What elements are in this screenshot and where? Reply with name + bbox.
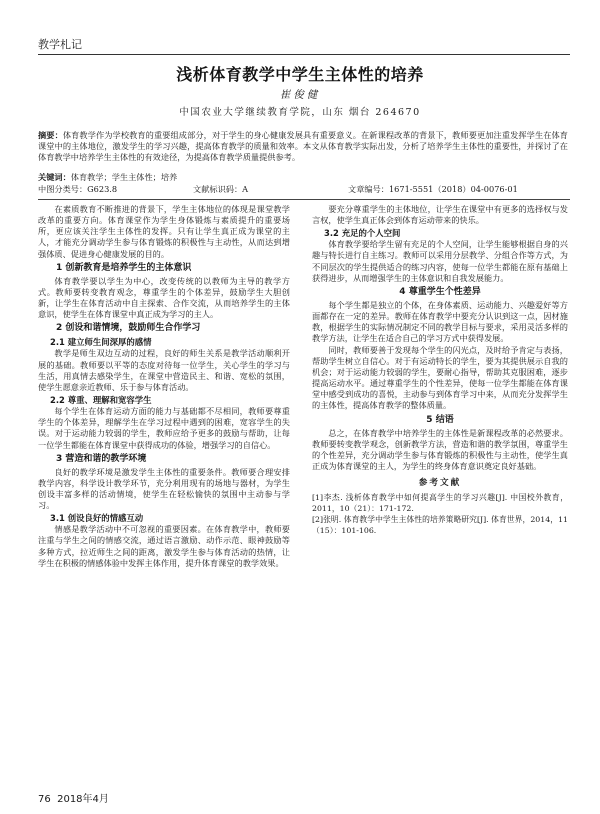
section-3-2-paragraph: 体育教学要给学生留有充足的个人空间，让学生能够根据自身的兴趣与特长进行自主练习。教师可以采用分层教学、分组合作等方式，为不同层次的学生提供适合的练习内容，使每一位学生都能在原有基础上获得进步，从而增强学生的主体意识和自我发展能力。 bbox=[312, 239, 568, 283]
keywords-label: 关键词： bbox=[38, 172, 71, 182]
section-3-2-heading: 3.2 充足的个人空间 bbox=[324, 228, 401, 239]
section-2-2-paragraph: 每个学生在体育运动方面的能力与基础都不尽相同，教师要尊重学生的个体差异，理解学生在学习过程中遇到的困难，宽容学生的失误。对于运动能力较弱的学生，教师应给予更多的鼓励与帮助，让每一位学生都能在体育课堂中获得成功的体验，增强学习的自信心。 bbox=[38, 406, 290, 450]
author-name: 崔俊健 bbox=[279, 89, 321, 101]
right-column bbox=[312, 204, 568, 538]
article-title: 浅析体育教学中学生主体性的培养 bbox=[176, 65, 424, 84]
intro-paragraph: 在素质教育不断推进的背景下，学生主体地位的体现是课堂教学改革的重要方向。体育课堂作为学生身体锻炼与素质提升的重要场所，更应该关注学生主体性的发挥。只有让学生真正成为课堂的主人，才能充分调动学生参与体育锻炼的积极性与主动性，从而达到增强体质、促进身心健康发展的目的。 bbox=[38, 204, 290, 259]
section-2-2-heading: 2.2 尊重、理解和宽容学生 bbox=[50, 395, 152, 406]
references-heading: 参考文献 bbox=[418, 478, 462, 489]
article-number: 文章编号：1671-5551（2018）04-0076-01 bbox=[348, 184, 518, 194]
meta-divider bbox=[38, 199, 570, 200]
keywords bbox=[38, 172, 568, 183]
clc-number: 中图分类号：G623.8 bbox=[38, 184, 118, 194]
section-4-heading: 4 尊重学生个性差异 bbox=[399, 286, 481, 297]
header-divider bbox=[38, 54, 570, 55]
section-1-heading: 1 创新教育是培养学生的主体意识 bbox=[56, 262, 192, 273]
section-2-1-paragraph: 教学是师生双边互动的过程，良好的师生关系是教学活动顺利开展的基础。教师要以平等的态度对待每一位学生，关心学生的学习与生活，用真情去感染学生，在课堂中营造民主、和谐、宽松的氛围，使学生愿意亲近教师、乐于参与体育活动。 bbox=[38, 348, 290, 392]
section-4-paragraph-b: 同时，教师要善于发现每个学生的闪光点，及时给予肯定与表扬，帮助学生树立自信心。对于有运动特长的学生，要为其提供展示自我的机会；对于运动能力较弱的学生，要耐心指导，帮助其克服困难，逐步提高运动水平。通过尊重学生的个性差异，使每一位学生都能在体育课堂中感受到成功的喜悦，主动参与到体育学习中来，从而充分发挥学生的主体性，提高体育教学的整体质量。 bbox=[312, 344, 568, 411]
journal-section-label: 教学札记 bbox=[38, 38, 82, 51]
section-3-heading: 3 营造和谐的教学环境 bbox=[56, 453, 147, 464]
abstract bbox=[38, 130, 568, 164]
section-2-1-heading: 2.1 建立师生间深厚的感情 bbox=[50, 337, 152, 348]
section-3-1-heading: 3.1 创设良好的情感互动 bbox=[50, 513, 144, 524]
abstract-text: 体育教学作为学校教育的重要组成部分，对于学生的身心健康发展具有重要意义。在新课程改革的背景下，教师要更加注重发挥学生在体育课堂中的主体地位，激发学生的学习兴趣，提高体育教学的质量和效率。本文从体育教学实际出发，分析了培养学生主体性的重要性，并探讨了在体育教学中培养学生主体性的有效途径，为提高体育教学质量提供参考。 bbox=[38, 130, 568, 163]
issue-date: 2018年4月 bbox=[57, 794, 109, 805]
conclusion-paragraph: 总之，在体育教学中培养学生的主体性是新课程改革的必然要求。教师要转变教学观念，创新教学方法，营造和谐的教学氛围，尊重学生的个性差异，充分调动学生参与体育锻炼的积极性与主动性，使学生真正成为体育课堂的主人，为学生的终身体育意识奠定良好基础。 bbox=[312, 427, 568, 471]
section-2-heading: 2 创设和谐情境，鼓励师生合作学习 bbox=[56, 323, 201, 334]
keywords-text: 体育教学；学生主体性；培养 bbox=[70, 172, 178, 182]
section-5-heading: 5 结语 bbox=[426, 414, 454, 425]
abstract-label: 摘要： bbox=[38, 130, 63, 140]
page-footer bbox=[38, 790, 109, 805]
section-4-paragraph-a: 每个学生都是独立的个体，在身体素质、运动能力、兴趣爱好等方面都存在一定的差异。教师在体育教学中要充分认识到这一点，因材施教，根据学生的实际情况制定不同的教学目标与要求，采用灵活多样的教学方法，让学生在适合自己的学习方式中获得发展。 bbox=[312, 299, 568, 344]
left-column bbox=[38, 204, 290, 569]
reference-item: [1]李杰. 浅析体育教学中如何提高学生的学习兴趣[J]. 中国校外教育，2011，10（21）：171-172. bbox=[312, 493, 568, 513]
section-3-1-paragraph: 情感是教学活动中不可忽视的重要因素。在体育教学中，教师要注重与学生之间的情感交流，通过语言激励、动作示范、眼神鼓励等多种方式，拉近师生之间的距离，激发学生参与体育活动的热情，让学生在积极的情感体验中发挥主体作用，提升体育课堂的教学效果。 bbox=[38, 524, 290, 568]
section-1-paragraph: 体育教学要以学生为中心，改变传统的以教师为主导的教学方式。教师要转变教育观念，尊重学生的个体差异，鼓励学生大胆创新，让学生在体育活动中自主探索、合作交流，从而培养学生的主体意识，使学生在体育课堂中真正成为学习的主人。 bbox=[38, 275, 290, 320]
reference-item: [2]张明. 体育教学中学生主体性的培养策略研究[J]. 体育世界，2014，11（15）：101-106. bbox=[312, 515, 568, 536]
section-3-paragraph: 良好的教学环境是激发学生主体性的重要条件。教师要合理安排教学内容，科学设计教学环节，充分利用现有的场地与器材，为学生创设丰富多样的活动情境，使学生在轻松愉快的氛围中主动参与学习。 bbox=[38, 466, 290, 511]
continued-paragraph: 要充分尊重学生的主体地位，让学生在课堂中有更多的选择权与发言权，使学生真正体会到体育运动带来的快乐。 bbox=[312, 204, 568, 226]
author-affiliation: 中国农业大学继续教育学院，山东 烟台 264670 bbox=[179, 107, 421, 118]
page-number: 76 bbox=[38, 794, 51, 805]
document-code: 文献标识码：A bbox=[193, 184, 249, 194]
article-meta bbox=[38, 184, 568, 195]
